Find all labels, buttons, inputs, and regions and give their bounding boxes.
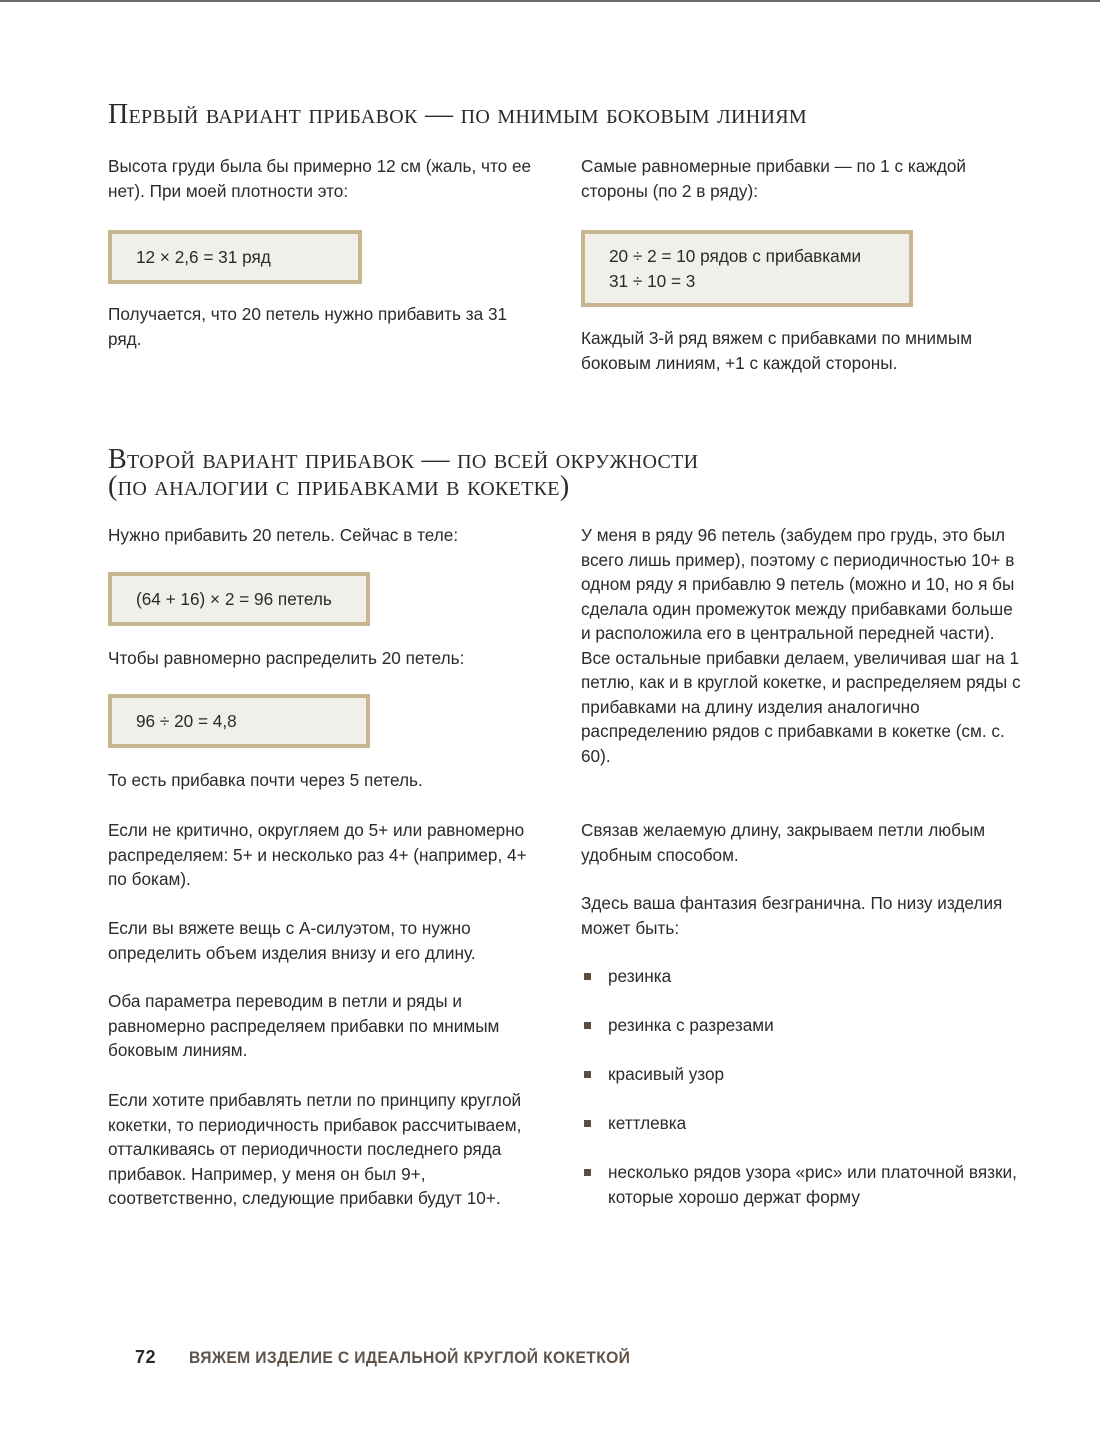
formula-box — [108, 694, 370, 748]
section2-left-p2: Чтобы равномерно распределить 20 петель: — [108, 648, 465, 668]
section2-right-p1: У меня в ряду 96 петель (забудем про грудь, это был всего лишь пример), поэтому с периодичностью 10+ в одном ряду я прибавлю 9 петель (можно и 10, но я бы сделала один промежуток между прибавками больше и расположила его в центральной передней части). Все остальные прибавки делаем, увеличивая шаг на 1 петлю, как и в круглой кокетке, и распределяем ряды с прибавками на длину изделия аналогично распределению рядов с прибавками в кокетке (см. с. 60). — [581, 525, 1021, 766]
list-item: резинка — [581, 964, 1026, 989]
section2-left-p3: То есть прибавка почти через 5 петель. — [108, 770, 423, 790]
formula-text: (64 + 16) × 2 = 96 петель — [136, 588, 332, 609]
formula-text: 12 × 2,6 = 31 ряд — [136, 246, 271, 267]
square-bullet-icon — [584, 1169, 591, 1176]
section1-left-intro: Высота груди была бы примерно 12 см (жаль, что ее нет). При моей плотности это: — [108, 156, 532, 201]
section1-heading: Первый вариант прибавок — по мнимым боковым линиям — [108, 99, 807, 130]
formula-text: 96 ÷ 20 = 4,8 — [136, 710, 237, 731]
running-title: ВЯЖЕМ ИЗДЕЛИЕ С ИДЕАЛЬНОЙ КРУГЛОЙ КОКЕТКОЙ — [189, 1347, 631, 1367]
bullet-list — [581, 964, 1026, 1234]
section2-left-p7: Если хотите прибавлять петли по принципу круглой кокетки, то периодичность прибавок рассчитываем, отталкиваясь от периодичности последнего ряда прибавок. Например, у меня он был 9+, соответственно, следующие прибавки будут 10+. — [108, 1090, 522, 1208]
section2-heading-line2: (по аналогии с прибавками в кокетке) — [108, 471, 570, 502]
formula-text-line1: 20 ÷ 2 = 10 рядов с прибавками — [609, 245, 862, 266]
section2-heading-line1: Второй вариант прибавок — по всей окружности — [108, 444, 699, 475]
list-item: красивый узор — [581, 1062, 1026, 1087]
formula-box — [581, 230, 913, 307]
section1-right-result: Каждый 3-й ряд вяжем с прибавками по мнимым боковым линиям, +1 с каждой стороны. — [581, 328, 973, 373]
list-item: резинка с разрезами — [581, 1013, 1026, 1038]
formula-box — [108, 230, 362, 284]
section2-left-p5: Если вы вяжете вещь с А-силуэтом, то нужно определить объем изделия внизу и его длину. — [108, 918, 476, 963]
square-bullet-icon — [584, 973, 591, 980]
section2-left-p6: Оба параметра переводим в петли и ряды и равномерно распределяем прибавки по мнимым боковым линиям. — [108, 991, 500, 1060]
page-footer — [135, 1347, 669, 1368]
section2-heading — [108, 446, 698, 500]
list-item: кеттлевка — [581, 1111, 1026, 1136]
list-item: несколько рядов узора «рис» или платочной вязки, которые хорошо держат форму — [581, 1160, 1026, 1209]
formula-text-line2: 31 ÷ 10 = 3 — [609, 270, 696, 291]
square-bullet-icon — [584, 1120, 591, 1127]
section1-left-result: Получается, что 20 петель нужно прибавить за 31 ряд. — [108, 304, 508, 349]
section2-left-p4: Если не критично, округляем до 5+ или равномерно распределяем: 5+ и несколько раз 4+ (например, 4+ по бокам). — [108, 820, 527, 889]
section2-left-p1: Нужно прибавить 20 петель. Сейчас в теле: — [108, 525, 459, 545]
section1-right-intro: Самые равномерные прибавки — по 1 с каждой стороны (по 2 в ряду): — [581, 156, 967, 201]
page-number: 72 — [135, 1347, 157, 1367]
section2-right-p2: Связав желаемую длину, закрываем петли любым удобным способом. — [581, 820, 986, 865]
top-rule — [0, 0, 1100, 2]
formula-box — [108, 572, 370, 626]
section2-right-p3: Здесь ваша фантазия безгранична. По низу изделия может быть: — [581, 893, 1003, 938]
square-bullet-icon — [584, 1071, 591, 1078]
square-bullet-icon — [584, 1022, 591, 1029]
